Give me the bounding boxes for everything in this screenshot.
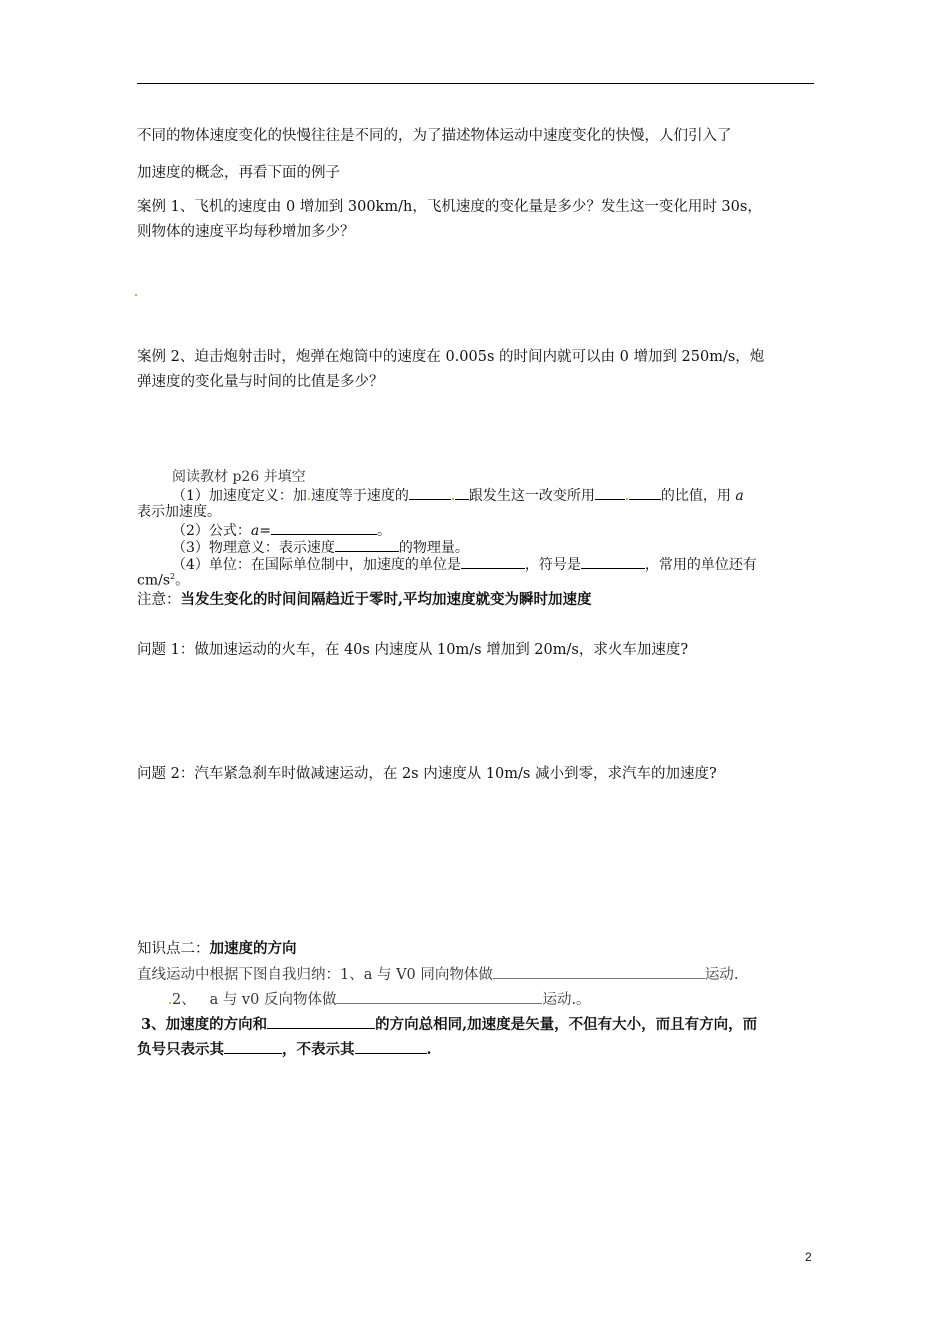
- acceleration-symbol: a: [735, 488, 744, 504]
- blank-change[interactable]: [409, 487, 451, 500]
- unit-text-a: （4）单位：在国际单位制中，加速度的单位是: [172, 557, 461, 573]
- unit-cms: cm/s: [137, 572, 171, 589]
- knowledge-line-3: [141, 1016, 757, 1033]
- sign-text-a: 负号只表示其: [137, 1041, 224, 1058]
- direction-opposite-text: a 与 v0 反向物体做: [209, 992, 337, 1008]
- sign-text-c: .: [426, 1041, 432, 1058]
- case2-line-1: 案例 2、迫击炮射击时，炮弹在炮筒中的速度在 0.005s 的时间内就可以由 0 增加到 250m/s，炮: [137, 349, 765, 365]
- blank-sign-not-meaning[interactable]: [355, 1041, 427, 1054]
- decorative-dot: [452, 498, 454, 500]
- reading-definition-line-2: 表示加速度。: [137, 504, 221, 520]
- question-1: 问题 1：做加速运动的火车，在 40s 内速度从 10m/s 增加到 20m/s，求火车加速度?: [137, 642, 689, 658]
- reading-meaning: [172, 539, 469, 555]
- case1-line-1: 案例 1、飞机的速度由 0 增加到 300km/h，飞机速度的变化量是多少？发生这一变化用时 30s，: [137, 199, 762, 215]
- intro-line-2: 加速度的概念，再看下面的例子: [137, 165, 340, 181]
- decorative-dot: [169, 1002, 171, 1004]
- question-2: 问题 2：汽车紧急刹车时做减速运动，在 2s 内速度从 10m/s 减小到零，求汽车的加速度?: [137, 766, 717, 782]
- unit-text-c: ，常用的单位还有: [644, 557, 757, 573]
- note-text: 当发生变化的时间间隔趋近于零时,平均加速度就变为瞬时加速度: [180, 591, 592, 608]
- direction-same-text: 直线运动中根据下图自我归纳：1、a 与 V0 同向物体做: [137, 967, 493, 983]
- formula-end: 。: [377, 523, 392, 539]
- intro-line-1: 不同的物体速度变化的快慢往往是不同的，为了描述物体运动中速度变化的快慢，人们引入了: [137, 128, 732, 144]
- sign-text-b: ，不表示其: [282, 1041, 355, 1058]
- case1-line-2: 则物体的速度平均每秒增加多少？: [137, 224, 355, 240]
- knowledge-label: 知识点二：: [137, 941, 210, 957]
- knowledge-line-2: [168, 991, 591, 1008]
- direction-rule-text-b: 的方向总相同,加速度是矢量，不但有大小，而且有方向，而: [375, 1016, 758, 1033]
- direction-opposite-number: 2、: [172, 992, 196, 1008]
- direction-opposite-end: 运动.。: [542, 992, 591, 1008]
- definition-text-b: 速度等于速度的: [310, 488, 409, 504]
- meaning-text-b: 的物理量。: [398, 540, 469, 556]
- case2-line-2: 弹速度的变化量与时间的比值是多少？: [137, 374, 384, 390]
- blank-symbol[interactable]: [581, 556, 645, 569]
- direction-same-end: 运动.: [704, 967, 739, 983]
- formula-equals: =: [259, 523, 272, 539]
- definition-text-d: 的比值，用: [660, 488, 731, 504]
- knowledge-heading: [137, 942, 297, 957]
- meaning-text-a: （3）物理意义：表示速度: [172, 540, 335, 556]
- blank-opposite-direction-motion[interactable]: [336, 991, 542, 1004]
- note: [137, 593, 592, 608]
- reading-definition: [172, 487, 744, 503]
- blank-sign-meaning[interactable]: [224, 1041, 282, 1054]
- knowledge-line-4: [137, 1041, 432, 1058]
- decorative-dot: [308, 498, 310, 500]
- blank-meaning[interactable]: [335, 539, 399, 552]
- knowledge-title: 加速度的方向: [209, 940, 297, 957]
- reading-unit-line-2: [137, 573, 189, 588]
- formula-text: （2）公式：: [172, 523, 251, 539]
- page-number: 2: [805, 1250, 812, 1264]
- knowledge-line-1: [137, 966, 739, 983]
- definition-text-a: （1）加速度定义：加: [172, 488, 307, 504]
- unit-end: 。: [175, 572, 190, 589]
- unit-superscript: 2: [170, 572, 176, 581]
- formula-symbol: a: [250, 523, 260, 539]
- blank-direction[interactable]: [267, 1016, 375, 1029]
- decorative-dot: [626, 498, 628, 500]
- blank-unit[interactable]: [461, 556, 525, 569]
- header-rule: [137, 83, 814, 84]
- blank-change-tail[interactable]: [455, 487, 469, 500]
- reading-unit: [172, 556, 757, 572]
- direction-rule-text-a: 3、加速度的方向和: [141, 1016, 268, 1033]
- blank-time[interactable]: [595, 487, 625, 500]
- unit-text-b: ，符号是: [524, 557, 581, 573]
- reading-title: 阅读教材 p26 并填空: [172, 469, 306, 485]
- definition-text-c: 跟发生这一改变所用: [468, 488, 595, 504]
- reading-formula: [172, 522, 391, 538]
- note-label: 注意：: [137, 592, 181, 608]
- blank-time-tail[interactable]: [629, 487, 661, 500]
- decorative-dot: [135, 294, 137, 296]
- blank-same-direction-motion[interactable]: [493, 966, 705, 979]
- blank-formula[interactable]: [271, 522, 377, 535]
